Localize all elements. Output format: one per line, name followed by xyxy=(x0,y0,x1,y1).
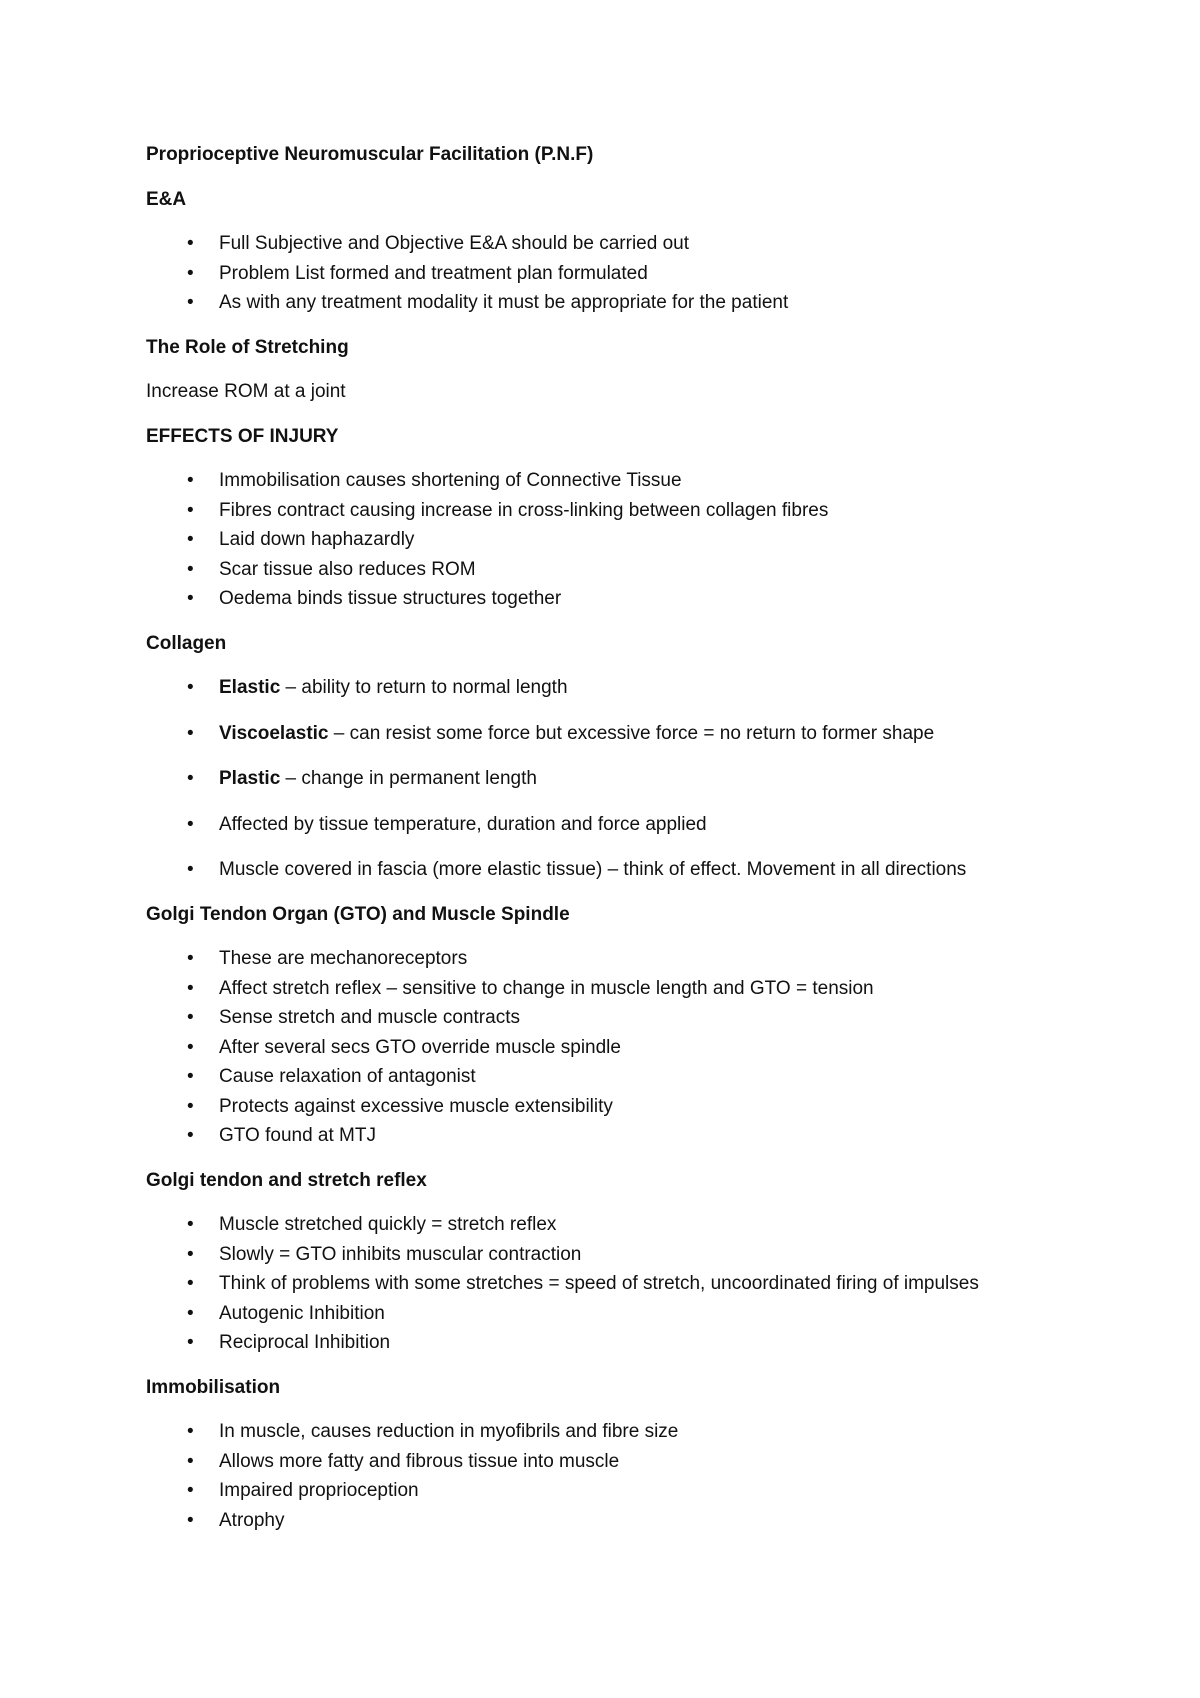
bullet-icon: • xyxy=(187,1421,194,1442)
bullet-icon: • xyxy=(187,1450,194,1472)
bullet-icon: • xyxy=(187,529,194,550)
list-item: • Impaired proprioception xyxy=(146,1476,1106,1506)
heading-injury: EFFECTS OF INJURY xyxy=(146,425,339,447)
list-item: • Atrophy xyxy=(146,1506,1106,1536)
list-item: • Laid down haphazardly xyxy=(146,525,1106,555)
list-item: • Muscle stretched quickly = stretch reflex xyxy=(146,1210,1106,1240)
list-item: • Scar tissue also reduces ROM xyxy=(146,555,1106,585)
list-item: • Immobilisation causes shortening of Connective Tissue xyxy=(146,466,1106,496)
list-item: • Muscle covered in fascia (more elastic tissue) – think of effect. Movement in all directions xyxy=(146,855,1106,885)
bullet-icon: • xyxy=(187,262,194,284)
list-item: • Full Subjective and Objective E&A should be carried out xyxy=(146,229,1106,259)
list-item: • Fibres contract causing increase in cross-linking between collagen fibres xyxy=(146,496,1106,526)
heading-immobilisation: Immobilisation xyxy=(146,1376,281,1398)
list-item: • Reciprocal Inhibition xyxy=(146,1328,1106,1358)
bullet-icon: • xyxy=(187,1036,194,1058)
bullet-icon: • xyxy=(187,588,194,609)
heading-gto: Golgi Tendon Organ (GTO) and Muscle Spindle xyxy=(146,903,570,925)
bullet-icon: • xyxy=(187,558,194,580)
list-ea xyxy=(146,229,1106,318)
bullet-icon: • xyxy=(187,1332,194,1353)
list-item: • Elastic – ability to return to normal length xyxy=(146,673,1106,703)
term-label: Elastic xyxy=(219,677,281,698)
list-immobilisation xyxy=(146,1417,1106,1535)
document-body xyxy=(146,140,1106,1550)
list-item: • Affected by tissue temperature, duration and force applied xyxy=(146,810,1106,840)
list-item: • Affect stretch reflex – sensitive to change in muscle length and GTO = tension xyxy=(146,974,1106,1004)
list-item: • Viscoelastic – can resist some force but excessive force = no return to former shape xyxy=(146,719,1106,749)
bullet-icon: • xyxy=(187,859,194,880)
list-item: • Sense stretch and muscle contracts xyxy=(146,1003,1106,1033)
list-item: • Think of problems with some stretches = speed of stretch, uncoordinated firing of impulses xyxy=(146,1269,1106,1299)
bullet-icon: • xyxy=(187,470,194,491)
list-item: • As with any treatment modality it must be appropriate for the patient xyxy=(146,288,1106,318)
bullet-icon: • xyxy=(187,233,194,254)
bullet-icon: • xyxy=(187,1125,194,1146)
list-item: • In muscle, causes reduction in myofibrils and fibre size xyxy=(146,1417,1106,1447)
heading-collagen: Collagen xyxy=(146,632,227,654)
term-label: Viscoelastic xyxy=(219,722,329,744)
bullet-icon: • xyxy=(187,1273,194,1294)
stretching-text: Increase ROM at a joint xyxy=(146,381,346,402)
bullet-icon: • xyxy=(187,948,194,969)
list-item: • Slowly = GTO inhibits muscular contraction xyxy=(146,1240,1106,1270)
list-item: • Autogenic Inhibition xyxy=(146,1299,1106,1329)
heading-ea: E&A xyxy=(146,188,187,210)
bullet-icon: • xyxy=(187,1243,194,1265)
heading-reflex: Golgi tendon and stretch reflex xyxy=(146,1169,427,1191)
bullet-icon: • xyxy=(187,1214,194,1235)
heading-stretching: The Role of Stretching xyxy=(146,336,349,358)
list-injury xyxy=(146,466,1106,614)
list-item: • These are mechanoreceptors xyxy=(146,944,1106,974)
bullet-icon: • xyxy=(187,1480,194,1501)
list-item: • After several secs GTO override muscle spindle xyxy=(146,1033,1106,1063)
list-item: • GTO found at MTJ xyxy=(146,1121,1106,1151)
term-label: Plastic xyxy=(219,768,281,789)
bullet-icon: • xyxy=(187,1509,194,1531)
bullet-icon: • xyxy=(187,292,194,313)
list-collagen xyxy=(146,673,1106,885)
list-gto xyxy=(146,944,1106,1151)
list-item: • Protects against excessive muscle extensibility xyxy=(146,1092,1106,1122)
list-item: • Plastic – change in permanent length xyxy=(146,764,1106,794)
bullet-icon: • xyxy=(187,1007,194,1028)
bullet-icon: • xyxy=(187,977,194,999)
bullet-icon: • xyxy=(187,768,194,789)
bullet-icon: • xyxy=(187,1302,194,1324)
document-title: Proprioceptive Neuromuscular Facilitation (P.N.F) xyxy=(146,144,594,165)
bullet-icon: • xyxy=(187,813,194,835)
bullet-icon: • xyxy=(187,1095,194,1117)
list-reflex xyxy=(146,1210,1106,1358)
list-item: • Oedema binds tissue structures together xyxy=(146,584,1106,614)
list-item: • Problem List formed and treatment plan formulated xyxy=(146,259,1106,289)
list-item: • Allows more fatty and fibrous tissue into muscle xyxy=(146,1447,1106,1477)
bullet-icon: • xyxy=(187,677,194,698)
bullet-icon: • xyxy=(187,722,194,744)
bullet-icon: • xyxy=(187,1066,194,1087)
list-item: • Cause relaxation of antagonist xyxy=(146,1062,1106,1092)
bullet-icon: • xyxy=(187,499,194,521)
